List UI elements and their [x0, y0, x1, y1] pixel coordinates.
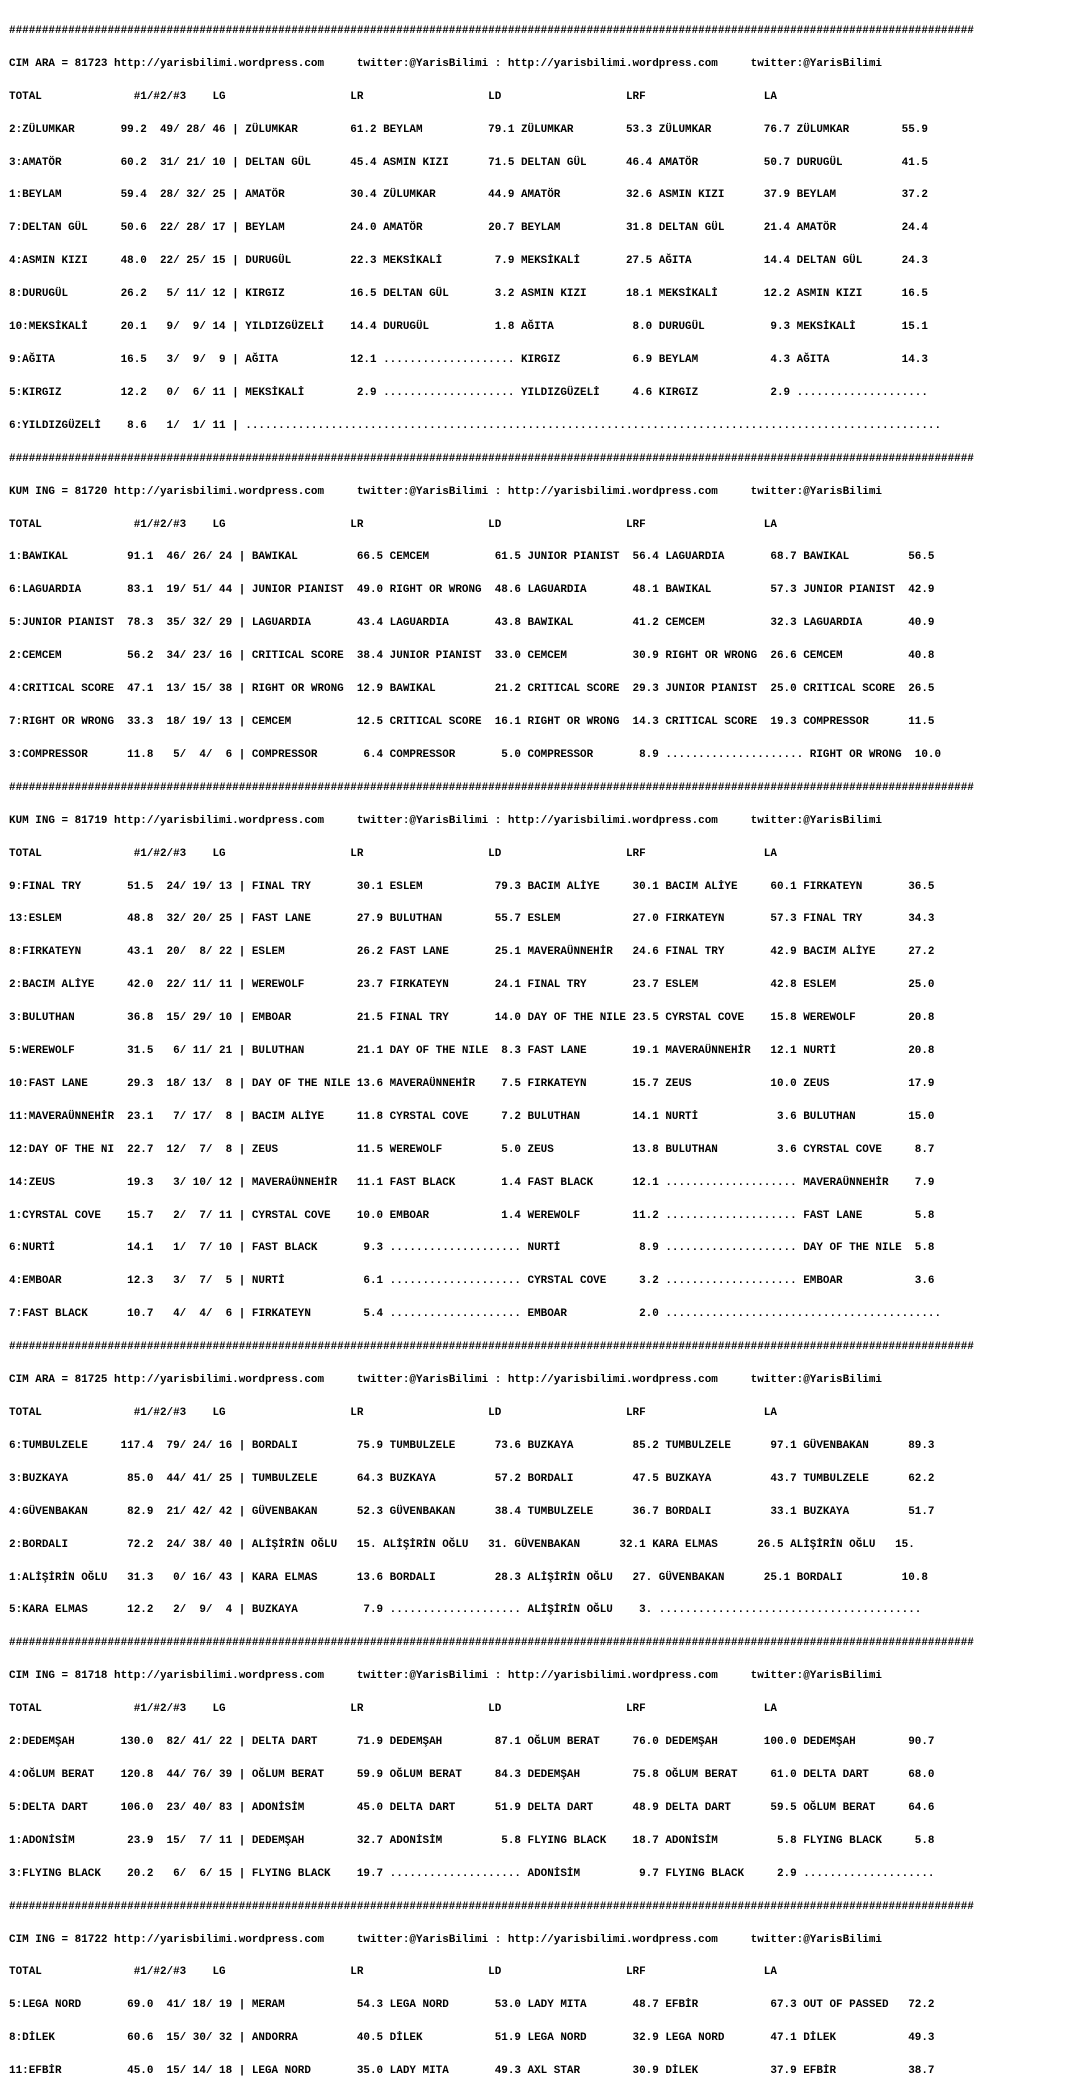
result-row: 13:ESLEM 48.8 32/ 20/ 25 | FAST LANE 27.9 BULUTHAN 55.7 ESLEM 27.0 FIRKATEYN 57.3 FINAL TRY 34.3 — [9, 913, 935, 926]
result-row: 8:FIRKATEYN 43.1 20/ 8/ 22 | ESLEM 26.2 FAST LANE 25.1 MAVERAÜNNEHİR 24.6 FINAL TRY 42.9 BACIM ALİYE 27.2 — [9, 946, 935, 959]
result-row: 1:BAWIKAL 91.1 46/ 26/ 24 | BAWIKAL 66.5 CEMCEM 61.5 JUNIOR PIANIST 56.4 LAGUARDIA 68.7 BAWIKAL 56.5 — [9, 551, 935, 564]
column-header: TOTAL #1/#2/#3 LG LR LD LRF LA — [9, 90, 777, 103]
result-row: 9:AĞITA 16.5 3/ 9/ 9 | AĞITA 12.1 .................... KIRGIZ 6.9 BEYLAM 4.3 AĞITA 14.3 — [9, 354, 928, 366]
result-row: 11:EFBİR 45.0 15/ 14/ 18 | LEGA NORD 35.0 LADY MITA 49.3 AXL STAR 30.9 DİLEK 37.9 EFBİR 38.7 — [9, 2065, 935, 2078]
result-row: 7:RIGHT OR WRONG 33.3 18/ 19/ 13 | CEMCEM 12.5 CRITICAL SCORE 16.1 RIGHT OR WRONG 14.3 CRITICAL SCORE 19.3 COMPRESSOR 11.5 — [9, 715, 935, 728]
result-row: 12:DAY OF THE NI 22.7 12/ 7/ 8 | ZEUS 11.5 WEREWOLF 5.0 ZEUS 13.8 BULUTHAN 3.6 CYRSTAL COVE 8.7 — [9, 1143, 935, 1156]
result-row: 6:NURTİ 14.1 1/ 7/ 10 | FAST BLACK 9.3 .................... NURTİ 8.9 .................... DAY OF THE NILE 5.8 — [9, 1242, 935, 1255]
result-row: 4:ASMIN KIZI 48.0 22/ 25/ 15 | DURUGÜL 22.3 MEKSİKALİ 7.9 MEKSİKALİ 27.5 AĞITA 14.4 DELTAN GÜL 24.3 — [9, 255, 928, 268]
result-row: 4:CRITICAL SCORE 47.1 13/ 15/ 38 | RIGHT OR WRONG 12.9 BAWIKAL 21.2 CRITICAL SCORE 29.3 JUNIOR PIANIST 25.0 CRITICAL SCORE 26.5 — [9, 683, 935, 696]
race-header: CIM ING = 81718 http://yarisbilimi.wordpress.com twitter:@YarisBilimi : http://yarisbilimi.wordpress.com twitter:@YarisBilimi — [9, 1670, 882, 1683]
result-row: 6:TUMBULZELE 117.4 79/ 24/ 16 | BORDALI 75.9 TUMBULZELE 73.6 BUZKAYA 85.2 TUMBULZELE 97.1 GÜVENBAKAN 89.3 — [9, 1439, 935, 1452]
result-row: 4:OĞLUM BERAT 120.8 44/ 76/ 39 | OĞLUM BERAT 59.9 OĞLUM BERAT 84.3 DEDEMŞAH 75.8 OĞLUM BERAT 61.0 DELTA DART 68.0 — [9, 1768, 935, 1781]
result-row: 5:DELTA DART 106.0 23/ 40/ 83 | ADONİSİM 45.0 DELTA DART 51.9 DELTA DART 48.9 DELTA DART 59.5 OĞLUM BERAT 64.6 — [9, 1801, 935, 1814]
result-row: 2:BACIM ALİYE 42.0 22/ 11/ 11 | WEREWOLF 23.7 FIRKATEYN 24.1 FINAL TRY 23.7 ESLEM 42.8 ESLEM 25.0 — [9, 979, 935, 992]
result-row: 5:KARA ELMAS 12.2 2/ 9/ 4 | BUZKAYA 7.9 .................... ALİŞİRİN OĞLU 3. ........................................ — [9, 1604, 922, 1617]
result-row: 6:YILDIZGÜZELİ 8.6 1/ 1/ 11 | .......................................................................................................... — [9, 419, 942, 432]
result-row: 9:FINAL TRY 51.5 24/ 19/ 13 | FINAL TRY 30.1 ESLEM 79.3 BACIM ALİYE 30.1 BACIM ALİYE 60.1 FIRKATEYN 36.5 — [9, 880, 935, 893]
result-row: 3:BUZKAYA 85.0 44/ 41/ 25 | TUMBULZELE 64.3 BUZKAYA 57.2 BORDALI 47.5 BUZKAYA 43.7 TUMBULZELE 62.2 — [9, 1472, 935, 1485]
result-row: 8:DİLEK 60.6 15/ 30/ 32 | ANDORRA 40.5 DİLEK 51.9 LEGA NORD 32.9 LEGA NORD 47.1 DİLEK 49.3 — [9, 2032, 935, 2045]
result-row: 6:LAGUARDIA 83.1 19/ 51/ 44 | JUNIOR PIANIST 49.0 RIGHT OR WRONG 48.6 LAGUARDIA 48.1 BAWIKAL 57.3 JUNIOR PIANIST 42.9 — [9, 584, 935, 597]
separator-line: ################################################################################################################################################### — [9, 1341, 974, 1354]
result-row: 2:ZÜLUMKAR 99.2 49/ 28/ 46 | ZÜLUMKAR 61.2 BEYLAM 79.1 ZÜLUMKAR 53.3 ZÜLUMKAR 76.7 ZÜLUMKAR 55.9 — [9, 123, 928, 136]
race-header: CIM ARA = 81725 http://yarisbilimi.wordpress.com twitter:@YarisBilimi : http://yarisbilimi.wordpress.com twitter:@YarisBilimi — [9, 1374, 882, 1387]
result-row: 1:BEYLAM 59.4 28/ 32/ 25 | AMATÖR 30.4 ZÜLUMKAR 44.9 AMATÖR 32.6 ASMIN KIZI 37.9 BEYLAM 37.2 — [9, 189, 928, 202]
separator-line: ################################################################################################################################################### — [9, 452, 974, 465]
result-row: 1:CYRSTAL COVE 15.7 2/ 7/ 11 | CYRSTAL COVE 10.0 EMBOAR 1.4 WEREWOLF 11.2 .................... FAST LANE 5.8 — [9, 1209, 935, 1222]
column-header: TOTAL #1/#2/#3 LG LR LD LRF LA — [9, 847, 777, 860]
result-row: 5:JUNIOR PIANIST 78.3 35/ 32/ 29 | LAGUARDIA 43.4 LAGUARDIA 43.8 BAWIKAL 41.2 CEMCEM 32.3 LAGUARDIA 40.9 — [9, 617, 935, 630]
result-row: 7:FAST BLACK 10.7 4/ 4/ 6 | FIRKATEYN 5.4 .................... EMBOAR 2.0 .......................................... — [9, 1308, 942, 1321]
result-row: 10:MEKSİKALİ 20.1 9/ 9/ 14 | YILDIZGÜZELİ 14.4 DURUGÜL 1.8 AĞITA 8.0 DURUGÜL 9.3 MEKSİKALİ 15.1 — [9, 321, 928, 334]
result-row: 4:GÜVENBAKAN 82.9 21/ 42/ 42 | GÜVENBAKAN 52.3 GÜVENBAKAN 38.4 TUMBULZELE 36.7 BORDALI 33.1 BUZKAYA 51.7 — [9, 1505, 935, 1518]
race-header: CIM ARA = 81723 http://yarisbilimi.wordpress.com twitter:@YarisBilimi : http://yarisbilimi.wordpress.com twitter:@YarisBilimi — [9, 57, 882, 70]
result-row: 3:BULUTHAN 36.8 15/ 29/ 10 | EMBOAR 21.5 FINAL TRY 14.0 DAY OF THE NILE 23.5 CYRSTAL COVE 15.8 WEREWOLF 20.8 — [9, 1012, 935, 1025]
result-row: 1:ALİŞİRİN OĞLU 31.3 0/ 16/ 43 | KARA ELMAS 13.6 BORDALI 28.3 ALİŞİRİN OĞLU 27. GÜVENBAKAN 25.1 BORDALI 10.8 — [9, 1571, 928, 1584]
result-row: 1:ADONİSİM 23.9 15/ 7/ 11 | DEDEMŞAH 32.7 ADONİSİM 5.8 FLYING BLACK 18.7 ADONİSİM 5.8 FLYING BLACK 5.8 — [9, 1834, 935, 1847]
separator-line: ################################################################################################################################################### — [9, 781, 974, 794]
result-row: 3:COMPRESSOR 11.8 5/ 4/ 6 | COMPRESSOR 6.4 COMPRESSOR 5.0 COMPRESSOR 8.9 ..................... RIGHT OR WRONG 10.0 — [9, 748, 942, 761]
result-row: 11:MAVERAÜNNEHİR 23.1 7/ 17/ 8 | BACIM ALİYE 11.8 CYRSTAL COVE 7.2 BULUTHAN 14.1 NURTİ 3.6 BULUTHAN 15.0 — [9, 1110, 935, 1123]
result-row: 5:LEGA NORD 69.0 41/ 18/ 19 | MERAM 54.3 LEGA NORD 53.0 LADY MITA 48.7 EFBİR 67.3 OUT OF PASSED 72.2 — [9, 1999, 935, 2012]
column-header: TOTAL #1/#2/#3 LG LR LD LRF LA — [9, 518, 777, 531]
result-row: 2:BORDALI 72.2 24/ 38/ 40 | ALİŞİRİN OĞLU 15. ALİŞİRİN OĞLU 31. GÜVENBAKAN 32.1 KARA ELMAS 26.5 ALİŞİRİN OĞLU 15. — [9, 1538, 915, 1551]
result-row: 8:DURUGÜL 26.2 5/ 11/ 12 | KIRGIZ 16.5 DELTAN GÜL 3.2 ASMIN KIZI 18.1 MEKSİKALİ 12.2 ASMIN KIZI 16.5 — [9, 288, 928, 301]
result-row: 5:KIRGIZ 12.2 0/ 6/ 11 | MEKSİKALİ 2.9 .................... YILDIZGÜZELİ 4.6 KIRGIZ 2.9 .................... — [9, 386, 928, 399]
separator-line: ################################################################################################################################################### — [9, 24, 974, 37]
result-row: 3:AMATÖR 60.2 31/ 21/ 10 | DELTAN GÜL 45.4 ASMIN KIZI 71.5 DELTAN GÜL 46.4 AMATÖR 50.7 DURUGÜL 41.5 — [9, 156, 928, 169]
column-header: TOTAL #1/#2/#3 LG LR LD LRF LA — [9, 1703, 777, 1716]
separator-line: ################################################################################################################################################### — [9, 1900, 974, 1913]
result-row: 10:FAST LANE 29.3 18/ 13/ 8 | DAY OF THE NILE 13.6 MAVERAÜNNEHİR 7.5 FIRKATEYN 15.7 ZEUS 10.0 ZEUS 17.9 — [9, 1077, 935, 1090]
column-header: TOTAL #1/#2/#3 LG LR LD LRF LA — [9, 1966, 777, 1979]
result-row: 5:WEREWOLF 31.5 6/ 11/ 21 | BULUTHAN 21.1 DAY OF THE NILE 8.3 FAST LANE 19.1 MAVERAÜNNEHİR 12.1 NURTİ 20.8 — [9, 1045, 935, 1058]
separator-line: ################################################################################################################################################### — [9, 1637, 974, 1650]
result-row: 2:CEMCEM 56.2 34/ 23/ 16 | CRITICAL SCORE 38.4 JUNIOR PIANIST 33.0 CEMCEM 30.9 RIGHT OR WRONG 26.6 CEMCEM 40.8 — [9, 650, 935, 663]
race-header: CIM ING = 81722 http://yarisbilimi.wordpress.com twitter:@YarisBilimi : http://yarisbilimi.wordpress.com twitter:@YarisBilimi — [9, 1933, 882, 1946]
result-row: 14:ZEUS 19.3 3/ 10/ 12 | MAVERAÜNNEHİR 11.1 FAST BLACK 1.4 FAST BLACK 12.1 .................... MAVERAÜNNEHİR 7.9 — [9, 1176, 935, 1189]
result-row: 4:EMBOAR 12.3 3/ 7/ 5 | NURTİ 6.1 .................... CYRSTAL COVE 3.2 .................... EMBOAR 3.6 — [9, 1275, 935, 1288]
result-row: 2:DEDEMŞAH 130.0 82/ 41/ 22 | DELTA DART 71.9 DEDEMŞAH 87.1 OĞLUM BERAT 76.0 DEDEMŞAH 100.0 DEDEMŞAH 90.7 — [9, 1736, 935, 1749]
result-row: 3:FLYING BLACK 20.2 6/ 6/ 15 | FLYING BLACK 19.7 .................... ADONİSİM 9.7 FLYING BLACK 2.9 .................... — [9, 1867, 935, 1880]
result-row: 7:DELTAN GÜL 50.6 22/ 28/ 17 | BEYLAM 24.0 AMATÖR 20.7 BEYLAM 31.8 DELTAN GÜL 21.4 AMATÖR 24.4 — [9, 222, 928, 235]
race-header: KUM ING = 81720 http://yarisbilimi.wordpress.com twitter:@YarisBilimi : http://yarisbilimi.wordpress.com twitter:@YarisBilimi — [9, 485, 882, 498]
race-header: KUM ING = 81719 http://yarisbilimi.wordpress.com twitter:@YarisBilimi : http://yarisbilimi.wordpress.com twitter:@YarisBilimi — [9, 814, 882, 827]
column-header: TOTAL #1/#2/#3 LG LR LD LRF LA — [9, 1407, 777, 1419]
